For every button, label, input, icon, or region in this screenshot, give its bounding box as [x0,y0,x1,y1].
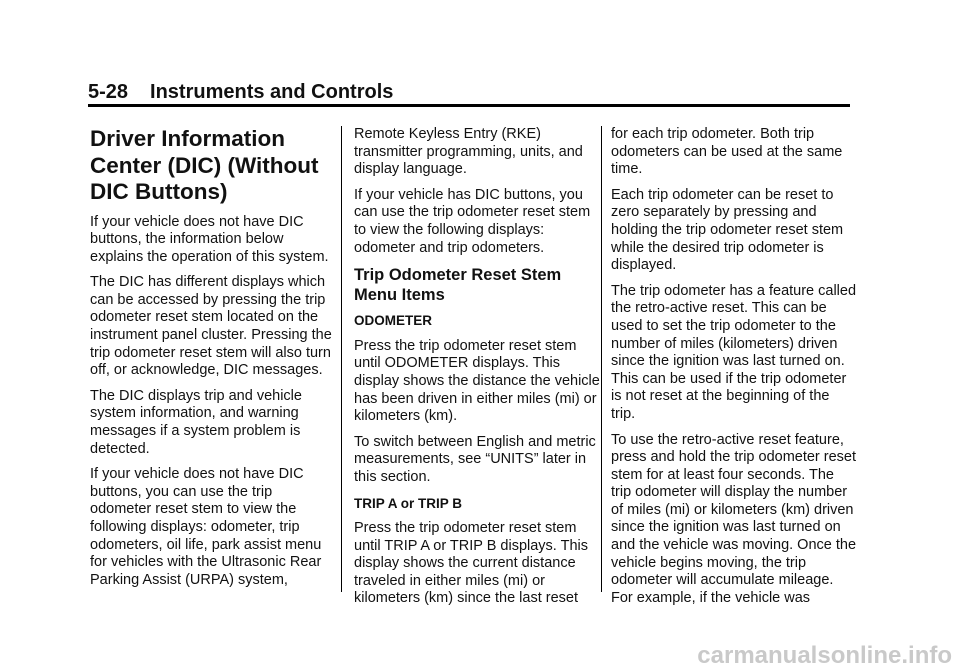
paragraph: for each trip odometer. Both trip odometers can be used at the same time. [611,126,843,178]
column-1 [90,126,336,597]
dic-heading: Driver Information Center (DIC) (Without DIC Buttons) [90,126,319,204]
paragraph: If your vehicle does not have DIC buttons, the information below explains the operation of this system. [90,213,329,265]
paragraph: The DIC has different displays which can be accessed by pressing the trip odometer reset stem located on the instrument panel cluster. Pressing the trip odometer reset stem will also turn off, or acknowledge, DIC messages. [90,274,332,379]
column-divider-2 [601,126,602,592]
trip-odometer-menu-heading: Trip Odometer Reset Stem Menu Items [354,266,562,305]
odometer-label: ODOMETER [354,313,433,329]
paragraph: Each trip odometer can be reset to zero separately by pressing and holding the trip odometer reset stem while the desired trip odometer is displayed. [611,186,844,274]
section-title: Instruments and Controls [150,81,394,103]
paragraph: To switch between English and metric measurements, see “UNITS” later in this section. [354,433,596,485]
watermark: carmanualsonline.info [697,642,952,669]
column-2 [354,126,600,616]
trip-label: TRIP A or TRIP B [354,495,463,511]
paragraph: To use the retro-active reset feature, press and hold the trip odometer reset stem for at least four seconds. The trip odometer will display the number of miles (mi) or kilometers (km) driven since the ignition was last turned on and the vehicle was moving. Once the vehicle begins moving, the trip odometer will accumulate mileage. For example, if the vehicle was [611,431,857,606]
page-number: 5-28 [88,81,129,103]
paragraph: If your vehicle has DIC buttons, you can use the trip odometer reset stem to view the following displays: odometer and trip odometers. [354,186,591,256]
paragraph: Press the trip odometer reset stem until ODOMETER displays. This display shows the distance the vehicle has been driven in either miles (mi) or kilometers (km). [354,337,600,425]
paragraph: If your vehicle does not have DIC buttons, you can use the trip odometer reset stem to view the following displays: odometer, trip odometers, oil life, park assist menu for vehicles with the Ultrasonic Rear Parking Assist (URPA) system, [90,466,322,588]
paragraph: Remote Keyless Entry (RKE) transmitter programming, units, and display language. [354,126,583,178]
column-3 [611,126,857,615]
paragraph: The trip odometer has a feature called the retro-active reset. This can be used to set the trip odometer to the number of miles (kilometers) driven since the ignition was last turned on. This can be used if the trip odometer is not reset at the beginning of the trip. [611,282,857,422]
column-divider-1 [341,126,342,592]
paragraph: The DIC displays trip and vehicle system information, and warning messages if a system problem is detected. [90,387,302,457]
header-rule [88,104,850,107]
page-header [88,80,393,104]
paragraph: Press the trip odometer reset stem until TRIP A or TRIP B displays. This display shows the current distance traveled in either miles (mi) or kilometers (km) since the last reset [354,520,588,607]
